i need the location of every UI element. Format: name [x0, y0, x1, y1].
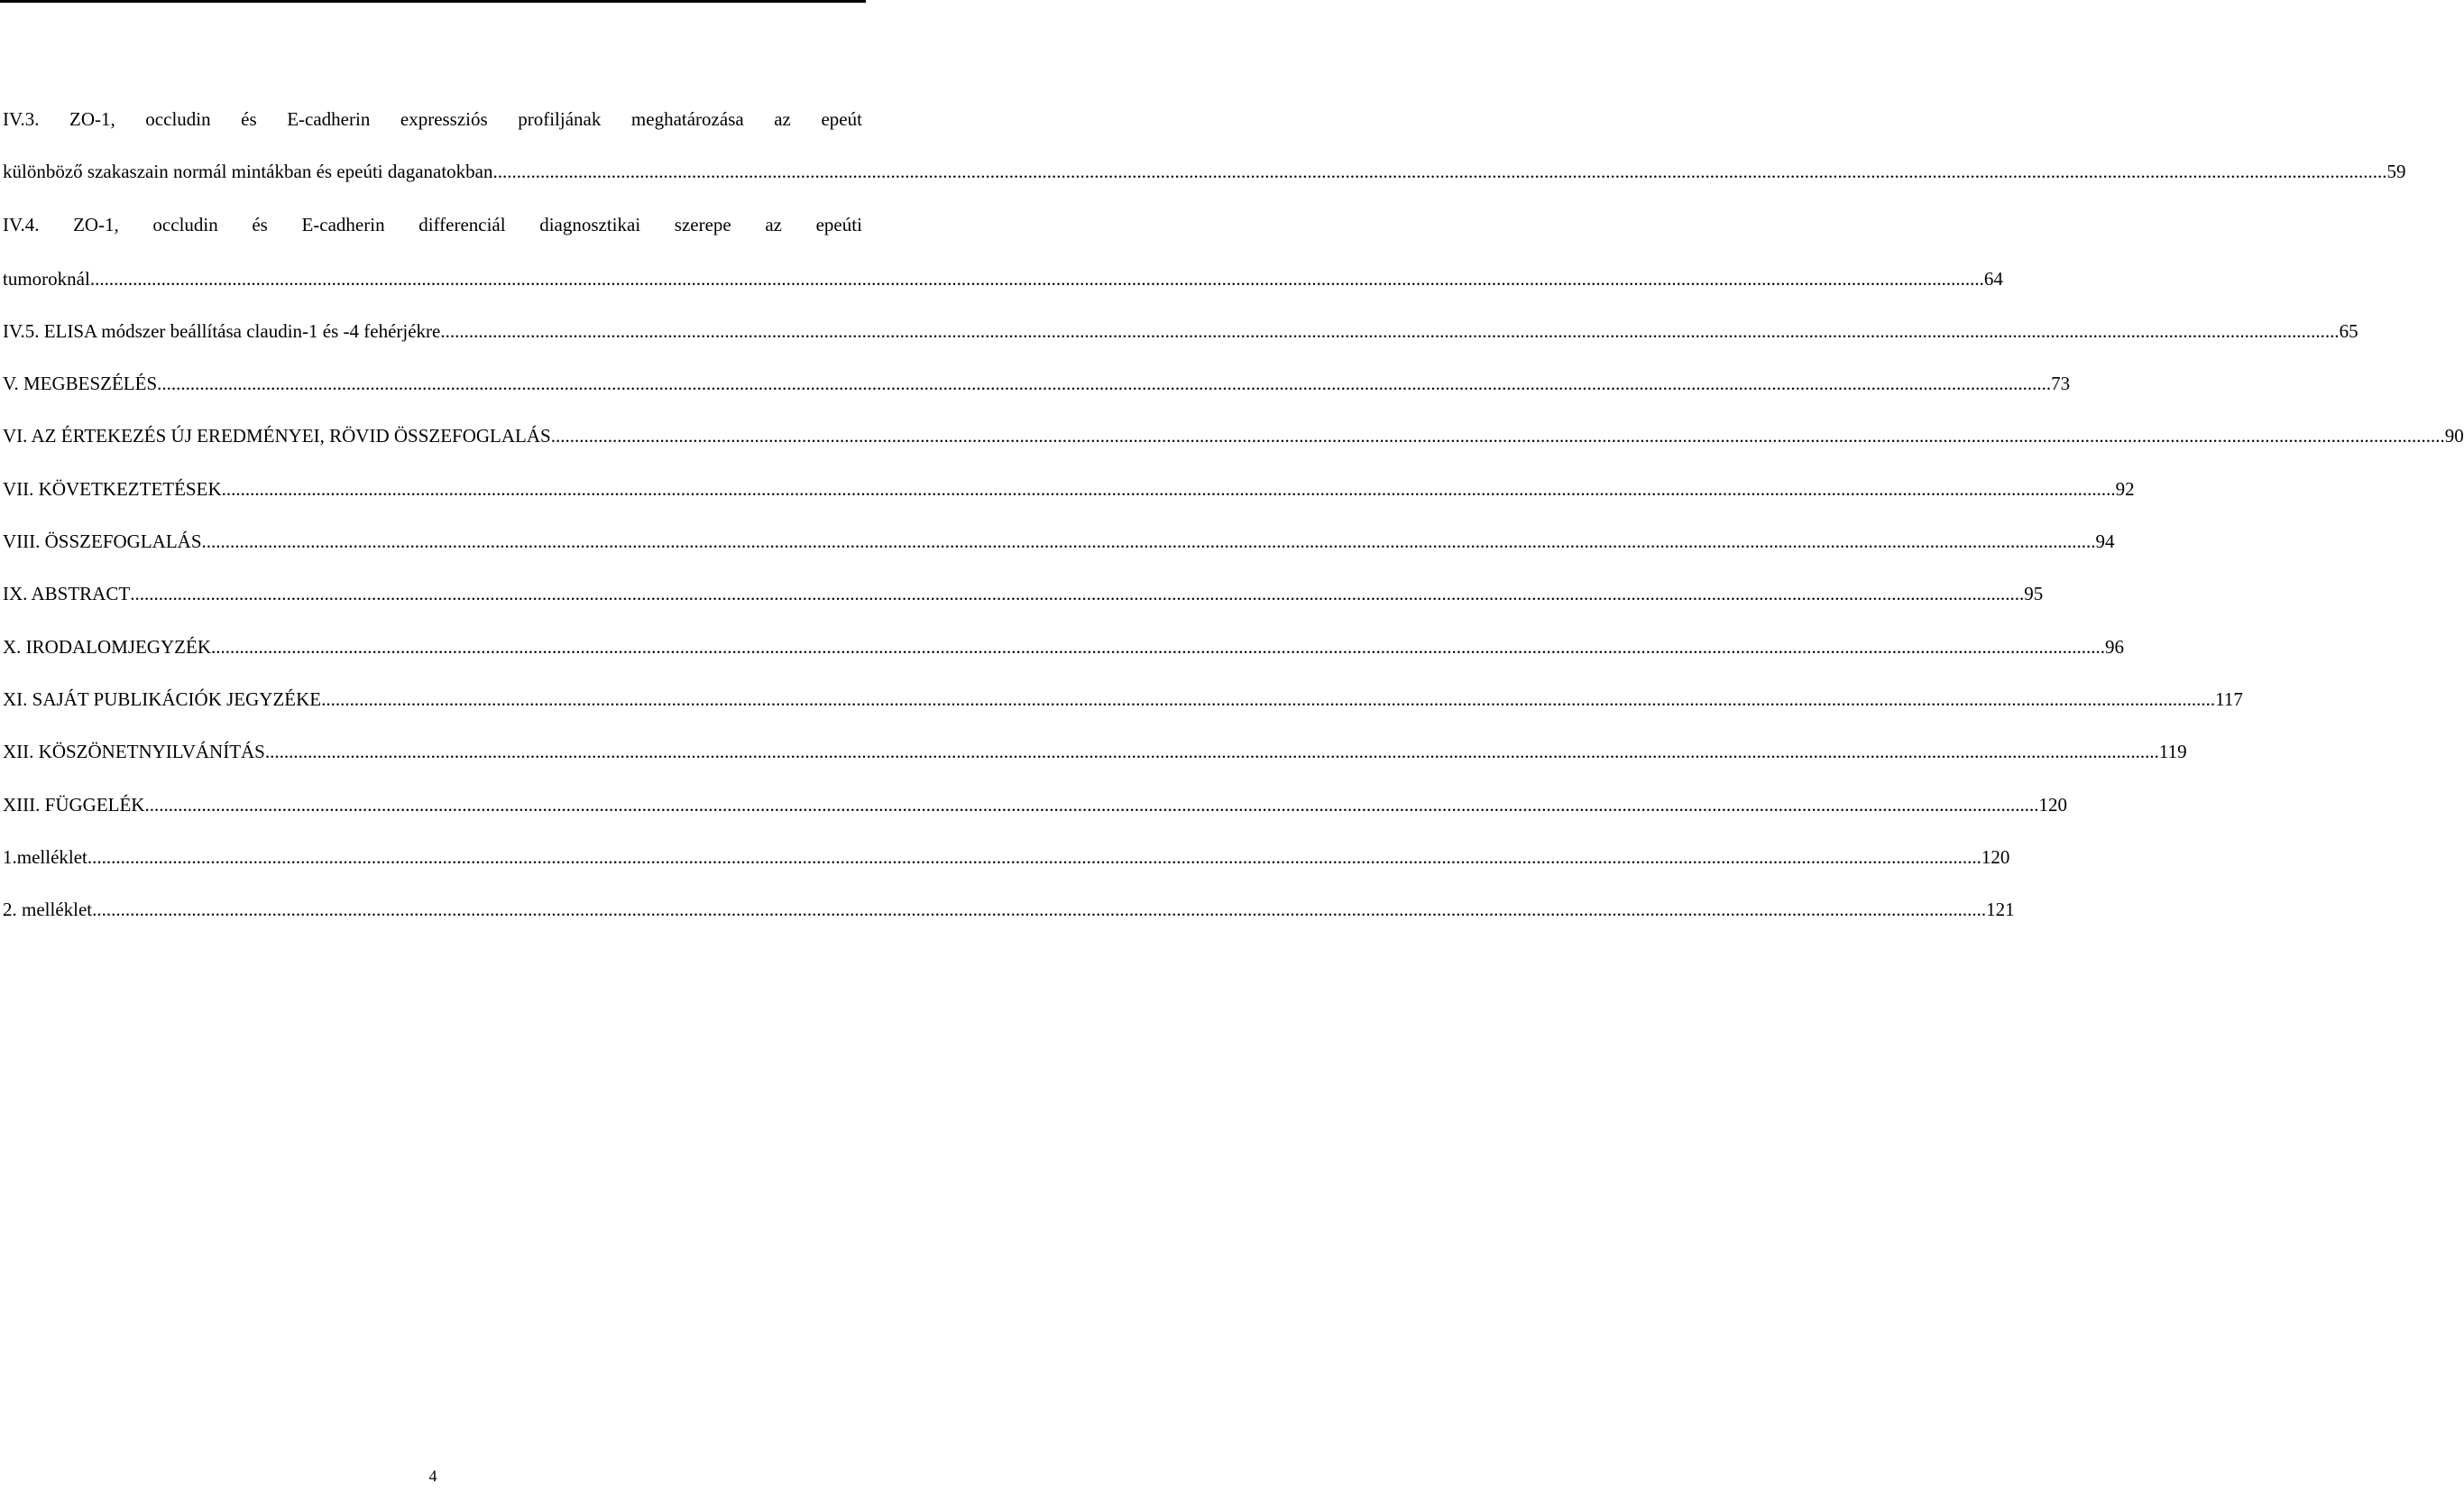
leader-dots: ................................................................................................................................................................................................................................................................................................................................................................................................................ [321, 688, 2216, 710]
entry-page: 120 [1981, 846, 2010, 868]
word: profiljának [518, 108, 602, 130]
word: epeút [821, 108, 862, 130]
entry-page: 120 [2038, 794, 2067, 816]
entry-page: 73 [2051, 373, 2071, 394]
toc-entry-v[interactable] [3, 370, 2071, 397]
leader-dots: ................................................................................................................................................................................................................................................................................................................................................................................................................ [130, 583, 2025, 604]
entry-page: 64 [1983, 268, 2003, 290]
word: occludin [145, 108, 211, 130]
word: differenciál [418, 214, 506, 235]
toc-entry-iv5[interactable] [3, 318, 2358, 345]
toc-entry-viii[interactable] [3, 528, 2115, 555]
entry-title: 2. melléklet [3, 899, 93, 920]
entry-page: 65 [2339, 320, 2358, 342]
word: szerepe [674, 214, 731, 235]
leader-dots: ................................................................................................................................................................................................................................................................................................................................................................................................................ [92, 899, 1987, 920]
entry-title: V. MEGBESZÉLÉS [3, 373, 158, 394]
leader-dots: ................................................................................................................................................................................................................................................................................................................................................................................................................ [492, 161, 2387, 182]
entry-title: IX. ABSTRACT [3, 583, 131, 604]
leader-dots: ................................................................................................................................................................................................................................................................................................................................................................................................................ [157, 373, 2052, 394]
leader-dots: ................................................................................................................................................................................................................................................................................................................................................................................................................ [201, 530, 2096, 552]
entry-page: 96 [2104, 636, 2124, 658]
entry-page: 117 [2215, 688, 2243, 710]
toc-entry-xi[interactable] [3, 686, 2243, 713]
entry-title: különböző szakaszain normál mintákban és epeúti daganatokban [3, 161, 493, 182]
top-rule [0, 0, 866, 3]
entry-title: VI. AZ ÉRTEKEZÉS ÚJ EREDMÉNYEI, RÖVID ÖSSZEFOGLALÁS [3, 425, 551, 447]
leader-dots: ................................................................................................................................................................................................................................................................................................................................................................................................................ [89, 268, 1984, 290]
toc-entry-ix[interactable] [3, 580, 2044, 607]
entry-title: XII. KÖSZÖNETNYILVÁNÍTÁS [3, 741, 265, 762]
leader-dots: ................................................................................................................................................................................................................................................................................................................................................................................................................ [87, 846, 1981, 868]
word: IV.4. [3, 214, 40, 235]
toc-entry-xiii[interactable] [3, 791, 2067, 818]
toc-entry-iv3-line2[interactable] [3, 158, 2406, 185]
toc-entry-melleklet-1[interactable] [3, 844, 2010, 871]
word: ZO-1, [69, 108, 115, 130]
leader-dots: ................................................................................................................................................................................................................................................................................................................................................................................................................ [210, 636, 2105, 658]
toc-entry-x[interactable] [3, 633, 2124, 660]
leader-dots: ................................................................................................................................................................................................................................................................................................................................................................................................................ [144, 794, 2039, 816]
entry-title: IV.5. ELISA módszer beállítása claudin-1 és -4 fehérjékre. [3, 320, 446, 342]
toc-entry-xii[interactable] [3, 738, 2187, 765]
word: meghatározása [630, 108, 744, 130]
toc-entry-vii[interactable] [3, 475, 2135, 503]
word: ZO-1, [73, 214, 119, 235]
entry-page: 90 [2444, 425, 2464, 447]
word: az [774, 108, 791, 130]
entry-title: VIII. ÖSSZEFOGLALÁS [3, 530, 202, 552]
entry-title: X. IRODALOMJEGYZÉK [3, 636, 211, 658]
leader-dots: ................................................................................................................................................................................................................................................................................................................................................................................................................ [264, 741, 2159, 762]
leader-dots: ................................................................................................................................................................................................................................................................................................................................................................................................................ [550, 425, 2445, 447]
toc-entry-iv3-line1[interactable] [3, 106, 862, 133]
entry-title: XI. SAJÁT PUBLIKÁCIÓK JEGYZÉKE [3, 688, 322, 710]
entry-title: 1.melléklet [3, 846, 87, 868]
word: és [252, 214, 268, 235]
toc-entry-melleklet-2[interactable] [3, 896, 2015, 923]
word: occludin [152, 214, 218, 235]
toc-entry-iv4-line1[interactable] [3, 211, 862, 238]
word: IV.3. [3, 108, 40, 130]
entry-page: 121 [1986, 899, 2015, 920]
word: diagnosztikai [539, 214, 641, 235]
word: E-cadherin [301, 214, 385, 235]
entry-page: 94 [2095, 530, 2115, 552]
entry-title: tumoroknál [3, 268, 90, 290]
word: és [241, 108, 257, 130]
leader-dots: ................................................................................................................................................................................................................................................................................................................................................................................................................ [221, 478, 2116, 500]
toc-entry-iv4-line2[interactable] [3, 265, 2003, 292]
entry-page: 95 [2024, 583, 2044, 604]
entry-title: VII. KÖVETKEZTETÉSEK [3, 478, 222, 500]
leader-dots: ................................................................................................................................................................................................................................................................................................................................................................................................................ [445, 320, 2340, 342]
entry-page: 59 [2386, 161, 2406, 182]
entry-page: 92 [2115, 478, 2135, 500]
entry-page: 119 [2158, 741, 2187, 762]
word: az [765, 214, 782, 235]
word: expressziós [400, 108, 488, 130]
word: E-cadherin [287, 108, 371, 130]
toc-entry-vi[interactable] [3, 422, 2464, 449]
word: epeúti [815, 214, 862, 235]
page-number: 4 [428, 1467, 437, 1485]
entry-title: XIII. FÜGGELÉK [3, 794, 145, 816]
